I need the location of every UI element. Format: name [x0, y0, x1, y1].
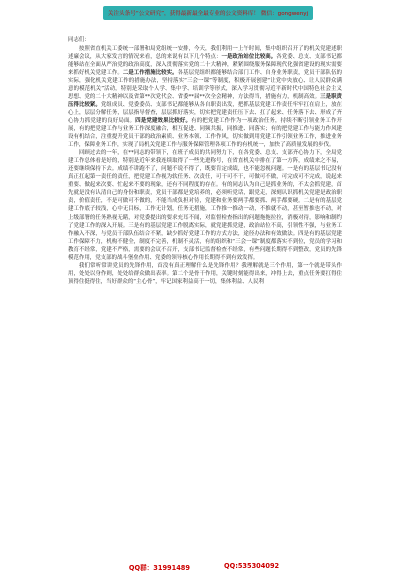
point-one-heading: 一是政治站位比较高。 — [221, 53, 277, 60]
paragraph-3: 我们常听常讲党员的先锋作用，首没有真正理解什么是先锋作用？我理解就是三个作用，第一个就是带头作用，处处以身作则，处处给群众做出表率。第二个是骨干作用，关键时刻能得出来，冲得上去，重点任务要扛得住顶得住挺得住，当好群众的“主心骨”，牢记国家利益高于一切，集体利益、人民利 — [68, 262, 342, 285]
paragraph-1-text-1: 按照省直机关工委统一部署和局党组统一安排，今天，我们利用一上午时间，集中组织召开了的机关党建述职述廉会议，从大家发言的情况来看，总的来说有以下几个特点： — [68, 45, 342, 60]
salutation: 同志们： — [68, 37, 90, 43]
paragraph-2: 回顾过去的一年，在**同志的带领下，在班子成员的共同努力下，在各党委、总支、支部齐心协力下，全局党建工作总体看是好的，特别是近年来我连续取得了一些先进称号，在省直机关中排在了第一方阵，成绩来之不易，还要继续保持下去。成绩不讲跑不了，问题不说不得了，既要肯定成绩，也不能忽视问题。一是有的基层书记没有真正扛起第一责任的责任，把党建工作视为软任务、次责任，可干可不干，可做可不做，可完成可不完成，说起来重要、做起来次要、忙起来不要的现象，还有不同程度的存在。有的同志认为自己是抓业务的，不太会抓党建，首先就是没有认清自己的身份和职责，党员干部都是党培养的，必须听党话，跟党走，深刻认识抓机关党建是政治职责，价值责任，不是可做可不做的，不能当成负担对待，党建和业务要两手都要抓、两手都要硬。二是有的基层党建工作底子较浅，心中无目标，工作无计划，任务无措施，工作推一推动一动，不推就不动，甚至暂推也不动，对上级部署的任务熟视无睹，对党委提出的要求充耳不闻，对监督检查指出的问题拖拖拉拉，消极对待，影响和制约了党建工作的深入开展。三是有的基层党建工作脱离实际，就党建抓党建，政治站位不高，引领性不强，与业务工作融入不深，与党员干部队伍结合不紧，缺少抓好党建工作的方式方法，途径办法和有效做法。四是有的基层党建工作保障不力，机构不健全，制度不完善，机制不灵活，有的组织和“三会一课”制度都落实不到位，党员的学习和教育不经常，党建不严格，需要的会议不召开，支部书记监督检查不经常，有些问题长期得不到整改，党员的先锋模范作用，党支部的战斗堡垒作用、党委的领导核心作用长期得不到有效发挥。 — [68, 150, 342, 261]
point-four-heading: 四是党建效果比较好。 — [135, 117, 192, 124]
promo-banner[interactable] — [103, 6, 313, 20]
paragraph-1-text-4: 党组成员、党委委员、支部书记都能够从各自职责出发，把抓基层党建工作责任牢牢扛在肩上，放在心上，层层分解任务，层层指导督查，层层抓好落实，切实把党建责任压下去、扛了起来、任务落下去、形成了齐心协力抓党建的良好局面。 — [68, 101, 342, 124]
promo-banner-text: 关注头条号“公文研究”，获得最新最全最专业的公文资料库！ 微信：gongwenyj — [107, 11, 309, 17]
paragraph-1-text-5: 有的把党建工作作为一项政治任务，持续不断引领业务工作开展，有的把党建工作与业务工作深度融合，相互促进、同频共振，同推进、同落实；有的把党建工作与能力作风建设有机结合，注重提升党员干部的政治素质、业务本领、工作作风，切实做到用党建工作引领业务工作，推进业务工作，保障业务工作，实现了局机关党建工作与服务保障管理各项工作的有机统一，加快了高质量发展的步伐。 — [68, 117, 342, 149]
paragraph-1 — [68, 45, 342, 150]
point-three-heading: 三是职责压得比较紧。 — [68, 93, 342, 108]
paragraph-1-text-3: 各基层党组织都能够结合部门工作、自身业务职责，党员干部队伍的实际，强化机关党建工作的措施办法，坚持落实“三会一课”等制度，积极开展创建“让党中央放心、让人民群众满意的模范机关”活动，特别是采取个人学、集中学、培训学等形式，深入学习贯彻习近平新时代中国特色社会主义思想、党的二十大精神以及省第**次党代会、省委**届**次全会精神，方法得当，措施有力，机制高效。 — [68, 69, 342, 100]
footer-qq: QQ:535304092 — [223, 562, 280, 570]
footer-qq-group: QQ群：31991489 — [128, 564, 190, 572]
paragraph-1-text-2: 各党委、总支、支部书记都能够站在全面从严治党的政治高度，深入贯彻落实党的二十大精神，紧紧围绕服务保障现代化强省建设的现实需要来抓好机关党建工作。 — [68, 53, 342, 76]
document-body — [68, 36, 342, 286]
point-two-heading: 二是工作措施比较实。 — [122, 69, 178, 76]
footer-contact — [0, 562, 408, 574]
